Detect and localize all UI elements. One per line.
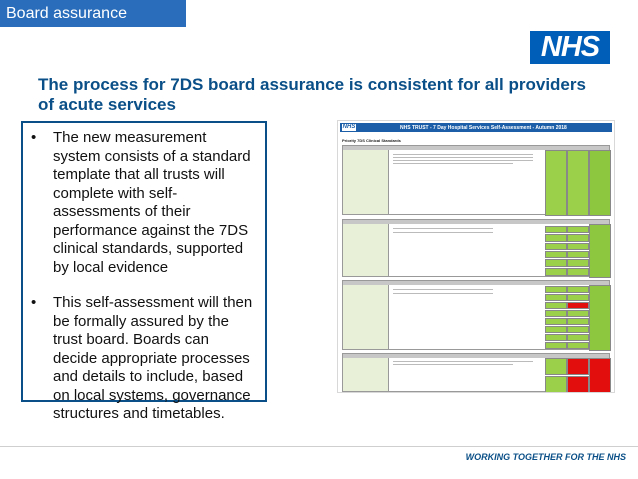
template-section-3 — [342, 280, 610, 350]
bullet-text: The new measurement system consists of a standard template that all trusts will complete with self-assessments of their performance against the 7DS clinical standards, supported by local evidence — [53, 129, 251, 276]
template-section-1 — [342, 145, 610, 215]
status-cell — [589, 224, 611, 278]
bullet-item — [31, 129, 257, 277]
bullet-box — [21, 121, 267, 422]
bullet-item — [31, 294, 257, 424]
status-cell — [545, 150, 567, 216]
template-section-4 — [342, 353, 610, 392]
status-cell — [589, 150, 611, 216]
template-header-text: NHS TRUST - 7 Day Hospital Services Self-Assessment - Autumn 2018 — [400, 125, 567, 131]
status-cell — [567, 150, 589, 216]
slide-title: The process for 7DS board assurance is consistent for all providers of acute services — [38, 75, 586, 114]
status-cell-red — [567, 302, 589, 309]
bullet-text: This self-assessment will then be formally assured by the trust board. Boards can decide appropriate processes and details to include, based on local systems, governance structures and timetables. — [53, 294, 253, 422]
status-cell-red — [567, 358, 589, 375]
template-header-bar — [340, 123, 612, 132]
standard-description — [343, 224, 389, 276]
bullet-dot-icon: • — [31, 129, 37, 146]
nhs-logo: NHS — [530, 31, 610, 64]
footer-text: WORKING TOGETHER FOR THE NHS — [465, 452, 626, 462]
bullet-dot-icon: • — [31, 294, 37, 311]
standard-description — [343, 285, 389, 349]
status-cell-red — [567, 376, 589, 392]
standard-description — [343, 150, 389, 214]
standard-description — [343, 358, 389, 391]
self-assessment-template-preview — [338, 121, 614, 392]
footer-divider — [0, 446, 638, 447]
template-section-2 — [342, 219, 610, 277]
status-cell-red — [589, 358, 611, 392]
template-section-title: Priority 7DS Clinical Standards — [342, 138, 401, 143]
status-cell — [589, 285, 611, 351]
template-nhs-logo: NHS — [342, 124, 356, 130]
section-tag: Board assurance process — [0, 0, 186, 27]
